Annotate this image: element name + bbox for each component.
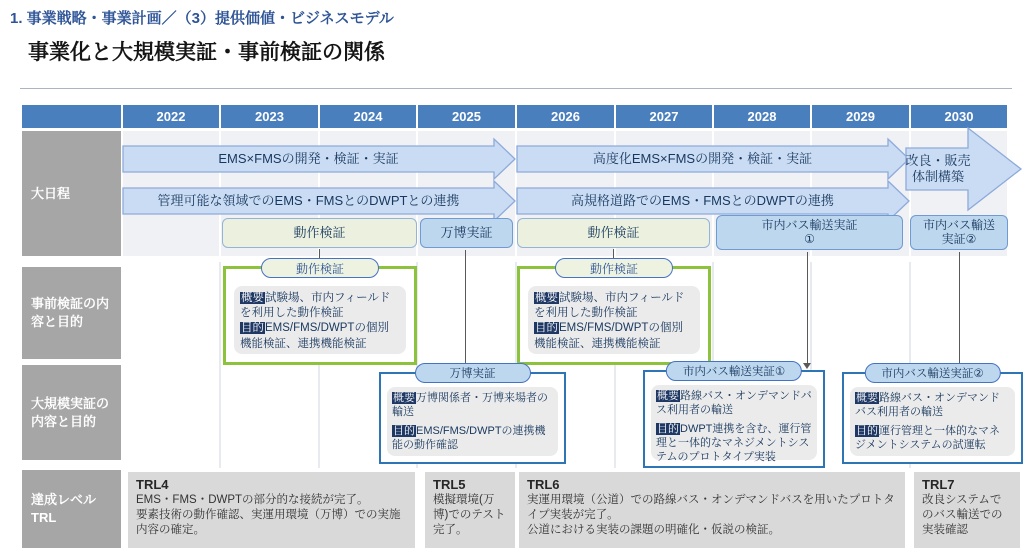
overview-text: 試験場、市内フィールドを利用した動作検証 [240,292,391,320]
year-header-2026: 2026 [517,105,614,128]
overview-text: 万博関係者・万博来場者の輸送 [392,392,548,419]
overview-paragraph [392,391,553,419]
trl6-title: TRL6 [527,477,560,492]
trl7-line1: 改良システムでのバス輸送での実装確認 [922,494,1003,536]
large-demo-bus1-box [643,366,825,468]
pre-verification-box-2 [517,261,711,365]
overview-text: 路線バス・オンデマンドバス利用者の輸送 [656,390,812,417]
row-label-pre-verification-text: 事前検証の内容と目的 [31,296,110,329]
page-title: 事業化と大規模実証・事前検証の関係 [28,41,385,64]
connector-arrow-down [613,249,614,258]
milestone-bus-demo-1 [716,215,903,250]
trl7-title: TRL7 [922,477,955,492]
row-label-trl [22,470,121,548]
purpose-paragraph [534,321,694,351]
trl6-line1: 実運用環境（公道）での路線バス・オンデマンドバスを用いたプロトタイプ実装が完了。 [527,494,895,521]
milestone-bus-demo-1-line1: 市内バス輸送実証 [761,217,858,232]
year-header-2024: 2024 [320,105,416,128]
overview-paragraph [240,291,400,321]
pre-verification-box-2-tab: 動作検証 [555,258,673,278]
pre-verification-box-1-tab: 動作検証 [261,258,379,278]
large-demo-bus1-panel [651,385,817,464]
connector-arrow-down [959,252,960,365]
slide-kicker: 1. 事業戦略・事業計画／（3）提供価値・ビジネスモデル [10,10,394,27]
large-demo-bus2-box [842,368,1023,464]
row-label-trl-line1: 達成レベル [31,492,97,508]
connector-arrow-down [319,249,320,258]
row-label-schedule [22,131,121,256]
arrow-2030-line2: 体制構築 [911,169,964,184]
purpose-paragraph [240,321,400,351]
year-header-2030: 2030 [911,105,1007,128]
purpose-paragraph [656,422,812,464]
milestone-bus-demo-2 [910,215,1008,250]
connector-arrow-down [465,250,466,365]
purpose-chip: 目的 [856,425,878,438]
trl5-line1: 模擬環境(万博)でのテスト完了。 [433,494,506,536]
purpose-text: EMS/FMS/DWPTの個別機能検証、連携機能検証 [534,322,683,350]
purpose-paragraph [392,424,553,452]
arrow-2030-improve-sales [903,148,973,190]
trl4-title: TRL4 [136,477,169,492]
column-separator [219,262,221,468]
pre-verification-box-2-panel [528,286,700,354]
row-label-schedule-text: 大日程 [31,185,71,201]
purpose-chip: 目的 [657,423,679,436]
year-header-2025: 2025 [418,105,515,128]
row-label-pre-verification [22,267,121,359]
trl5-cell [425,472,515,548]
milestone-expo-demo: 万博実証 [420,218,513,248]
purpose-chip: 目的 [393,425,415,438]
overview-chip: 概要 [393,392,415,404]
pre-verification-box-1-panel [234,286,406,354]
year-header-2022: 2022 [123,105,219,128]
overview-text: 路線バス・オンデマンドバス利用者の輸送 [855,392,1000,419]
purpose-text: EMS/FMS/DWPTの連携機能の動作確認 [392,425,546,452]
overview-chip: 概要 [241,292,264,304]
large-demo-bus1-tab: 市内バス輸送実証① [666,361,802,381]
purpose-chip: 目的 [535,322,558,335]
connector-arrow-down [807,252,808,363]
year-header-2023: 2023 [221,105,318,128]
row-label-large-demo-text: 大規模実証の内容と目的 [31,395,110,429]
trl4-line2: 要素技術の動作確認、実運用環境（万博）での実施内容の確定。 [136,508,401,536]
large-demo-bus2-panel [850,387,1015,456]
purpose-text: DWPT連携を含む、運行管理と一体的なマネジメントシステムのプロトタイプ実装 [656,423,812,464]
arrow-dwpt-phase2: 高規格道路でのEMS・FMSとのDWPTの連携 [571,192,834,208]
arrow-ems-fms-dev-phase1: EMS×FMSの開発・検証・実証 [218,150,399,166]
overview-chip: 概要 [535,292,558,304]
year-header-2029: 2029 [812,105,909,128]
timeline-header-corner [22,105,121,128]
overview-paragraph [855,391,1010,419]
arrow-dwpt-phase1: 管理可能な領域でのEMS・FMSとのDWPTとの連携 [157,192,460,208]
year-header-2027: 2027 [616,105,712,128]
pre-verification-box-1 [223,261,417,365]
trl5-title: TRL5 [433,477,466,492]
overview-paragraph [534,291,694,321]
milestone-bus-demo-2-line2: 実証② [941,231,977,246]
large-demo-expo-panel [387,387,558,456]
purpose-chip: 目的 [241,322,264,335]
purpose-text: EMS/FMS/DWPTの個別機能検証、連携機能検証 [240,322,389,350]
year-header-2028: 2028 [714,105,810,128]
trl6-line2: 公道における実装の課題の明確化・仮説の検証。 [527,523,780,536]
purpose-paragraph [855,424,1010,452]
arrow-ems-fms-dev-phase2: 高度化EMS×FMSの開発・検証・実証 [592,150,813,166]
large-demo-expo-tab: 万博実証 [415,363,531,383]
milestone-op-verify-1: 動作検証 [222,218,417,248]
arrow-2030-line1: 改良・販売 [905,152,971,168]
milestone-bus-demo-2-line1: 市内バス輸送 [922,217,995,232]
row-label-large-demo [22,365,121,460]
overview-chip: 概要 [856,392,878,404]
overview-chip: 概要 [657,390,679,402]
trl6-cell [519,472,905,548]
overview-text: 試験場、市内フィールドを利用した動作検証 [534,292,685,320]
trl4-line1: EMS・FMS・DWPTの部分的な接続が完了。 [136,494,369,506]
milestone-op-verify-2: 動作検証 [517,218,710,248]
milestone-bus-demo-1-line2: ① [804,231,815,246]
purpose-text: 運行管理と一体的なマネジメントシステムの試運転 [855,425,1000,452]
trl4-cell [128,472,415,548]
row-label-trl-line2: TRL [31,510,57,525]
overview-paragraph [656,389,812,417]
title-divider [20,88,1012,89]
large-demo-bus2-tab: 市内バス輸送実証② [864,363,1000,383]
large-demo-expo-box [379,368,566,464]
trl7-cell [914,472,1020,548]
